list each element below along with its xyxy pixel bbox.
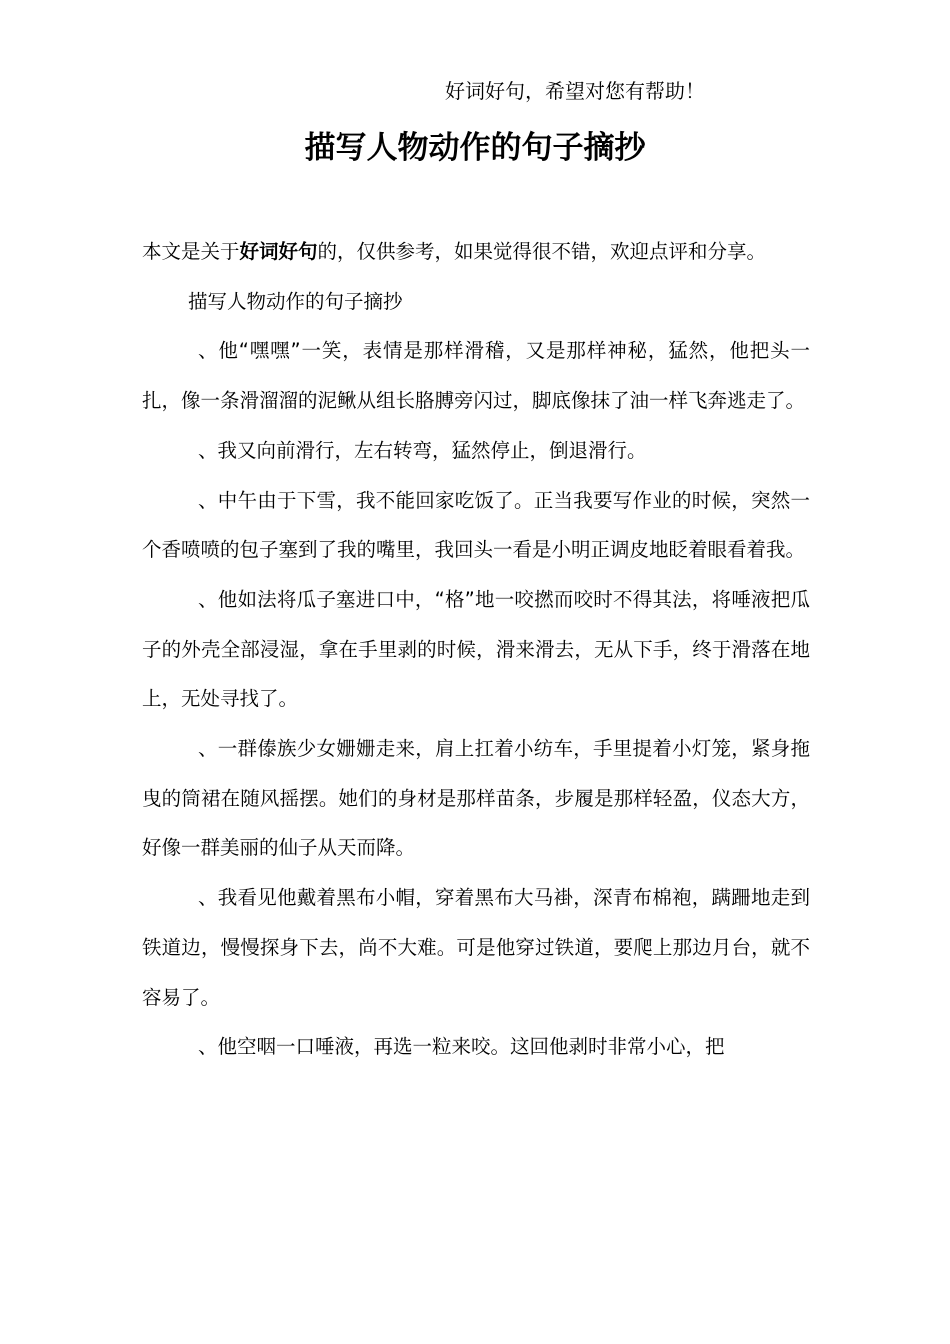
intro-suffix: 的，仅供参考，如果觉得很不错，欢迎点评和分享。: [317, 240, 767, 263]
sentence-item: 、一群傣族少女姗姗走来，肩上扛着小纺车，手里提着小灯笼，紧身拖曳的筒裙在随风摇摆。她们的身材是那样苗条，步履是那样轻盈，仪态大方，好像一群美丽的仙子从天而降。: [142, 737, 810, 860]
section-subtitle: 描写人物动作的句子摘抄: [188, 289, 403, 313]
document-body: [142, 227, 810, 1072]
document-title: 描写人物动作的句子摘抄: [304, 130, 646, 166]
intro-highlight: 好词好句: [239, 240, 318, 263]
sentence-item: 、我看见他戴着黑布小帽，穿着黑布大马褂，深青布棉袍，蹒跚地走到铁道边，慢慢探身下去，尚不大难。可是他穿过铁道，要爬上那边月台，就不容易了。: [142, 886, 810, 1009]
sentence-item: 、他“嘿嘿”一笑，表情是那样滑稽，又是那样神秘，猛然，他把头一扎，像一条滑溜溜的泥鳅从组长胳膊旁闪过，脚底像抹了油一样飞奔逃走了。: [142, 339, 810, 413]
sentence-item: 、他空咽一口唾液，再选一粒来咬。这回他剥时非常小心，把: [198, 1035, 725, 1059]
sentence-item: 、中午由于下雪，我不能回家吃饭了。正当我要写作业的时候，突然一个香喷喷的包子塞到了我的嘴里，我回头一看是小明正调皮地眨着眼看着我。: [142, 488, 810, 562]
header-note: 好词好句，希望对您有帮助！: [445, 79, 705, 103]
intro-prefix: 本文是关于: [142, 240, 240, 263]
intro-paragraph: [142, 227, 810, 277]
sentence-item: 、他如法将瓜子塞进口中，“格”地一咬撚而咬时不得其法，将唾液把瓜子的外壳全部浸湿，拿在手里剥的时候，滑来滑去，无从下手，终于滑落在地上，无处寻找了。: [142, 587, 810, 711]
sentence-item: 、我又向前滑行，左右转弯，猛然停止，倒退滑行。: [198, 438, 647, 462]
